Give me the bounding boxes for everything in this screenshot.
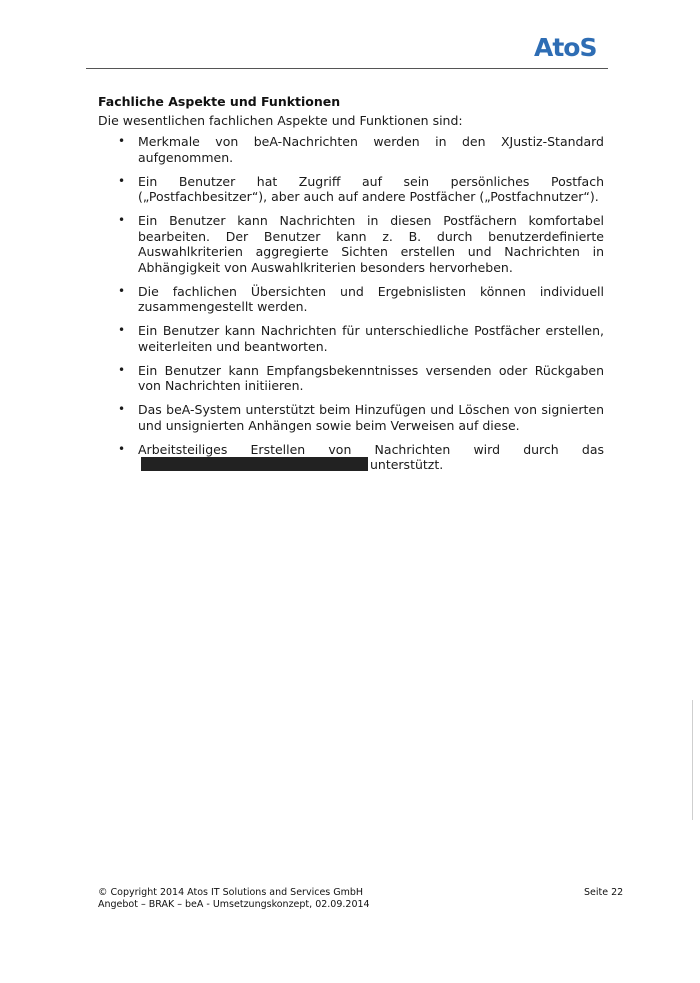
list-item: • Das beA-System unterstützt beim Hinzufügen und Löschen von signierten und unsignierten Anhängen sowie beim Verweisen auf diese.	[118, 402, 604, 433]
bullet-icon: •	[118, 213, 126, 227]
footer-doc-line: Angebot – BRAK – beA - Umsetzungskonzept, 02.09.2014	[98, 899, 370, 910]
footer-left	[98, 887, 370, 911]
list-item-redacted: • Arbeitsteiliges Erstellen von Nachrichten wird durch das unterstützt.	[118, 441, 604, 472]
bullet-icon: •	[118, 362, 126, 377]
section-intro: Die wesentlichen fachlichen Aspekte und Funktionen sind:	[98, 113, 463, 128]
list-item: • Ein Benutzer kann Empfangsbekenntnisses versenden oder Rückgaben von Nachrichten initiieren.	[118, 362, 604, 393]
bullet-icon: •	[118, 173, 126, 188]
bullet-icon: •	[118, 441, 126, 456]
list-item: • Ein Benutzer kann Nachrichten in diesen Postfächern komfortabel bearbeiten. Der Benutzer kann z. B. durch benutzerdefinierte Auswahlkriterien aggregierte Sichten erstellen und Nachrichten in Abhängigkeit von Auswahlkriterien besonders hervorheben.	[118, 213, 604, 275]
bullet-icon: •	[118, 402, 126, 416]
page-number: Seite 22	[584, 887, 624, 898]
scan-edge-line	[692, 700, 693, 820]
bullet-icon: •	[118, 323, 126, 337]
redaction-block	[141, 457, 288, 471]
atos-logo: AtoS	[534, 33, 597, 62]
list-item: • Ein Benutzer kann Nachrichten für unterschiedliche Postfächer erstellen, weiterleiten und beantworten.	[118, 323, 604, 354]
list-item: • Die fachlichen Übersichten und Ergebnislisten können individuell zusammengestellt werden.	[118, 283, 604, 314]
bullet-icon: •	[118, 134, 126, 148]
feature-list	[98, 134, 604, 481]
section-heading: Fachliche Aspekte und Funktionen	[98, 94, 341, 109]
footer-copyright: © Copyright 2014 Atos IT Solutions and Services GmbH	[98, 887, 364, 898]
bullet-icon: •	[118, 283, 126, 298]
redaction-block	[288, 457, 368, 471]
header-rule	[86, 68, 608, 69]
list-item: • Ein Benutzer hat Zugriff auf sein persönliches Postfach („Postfachbesitzer“), aber auch auf andere Postfächer („Postfachnutzer“).	[118, 173, 604, 204]
list-item: • Merkmale von beA-Nachrichten werden in den XJustiz-Standard aufgenommen.	[118, 134, 604, 165]
